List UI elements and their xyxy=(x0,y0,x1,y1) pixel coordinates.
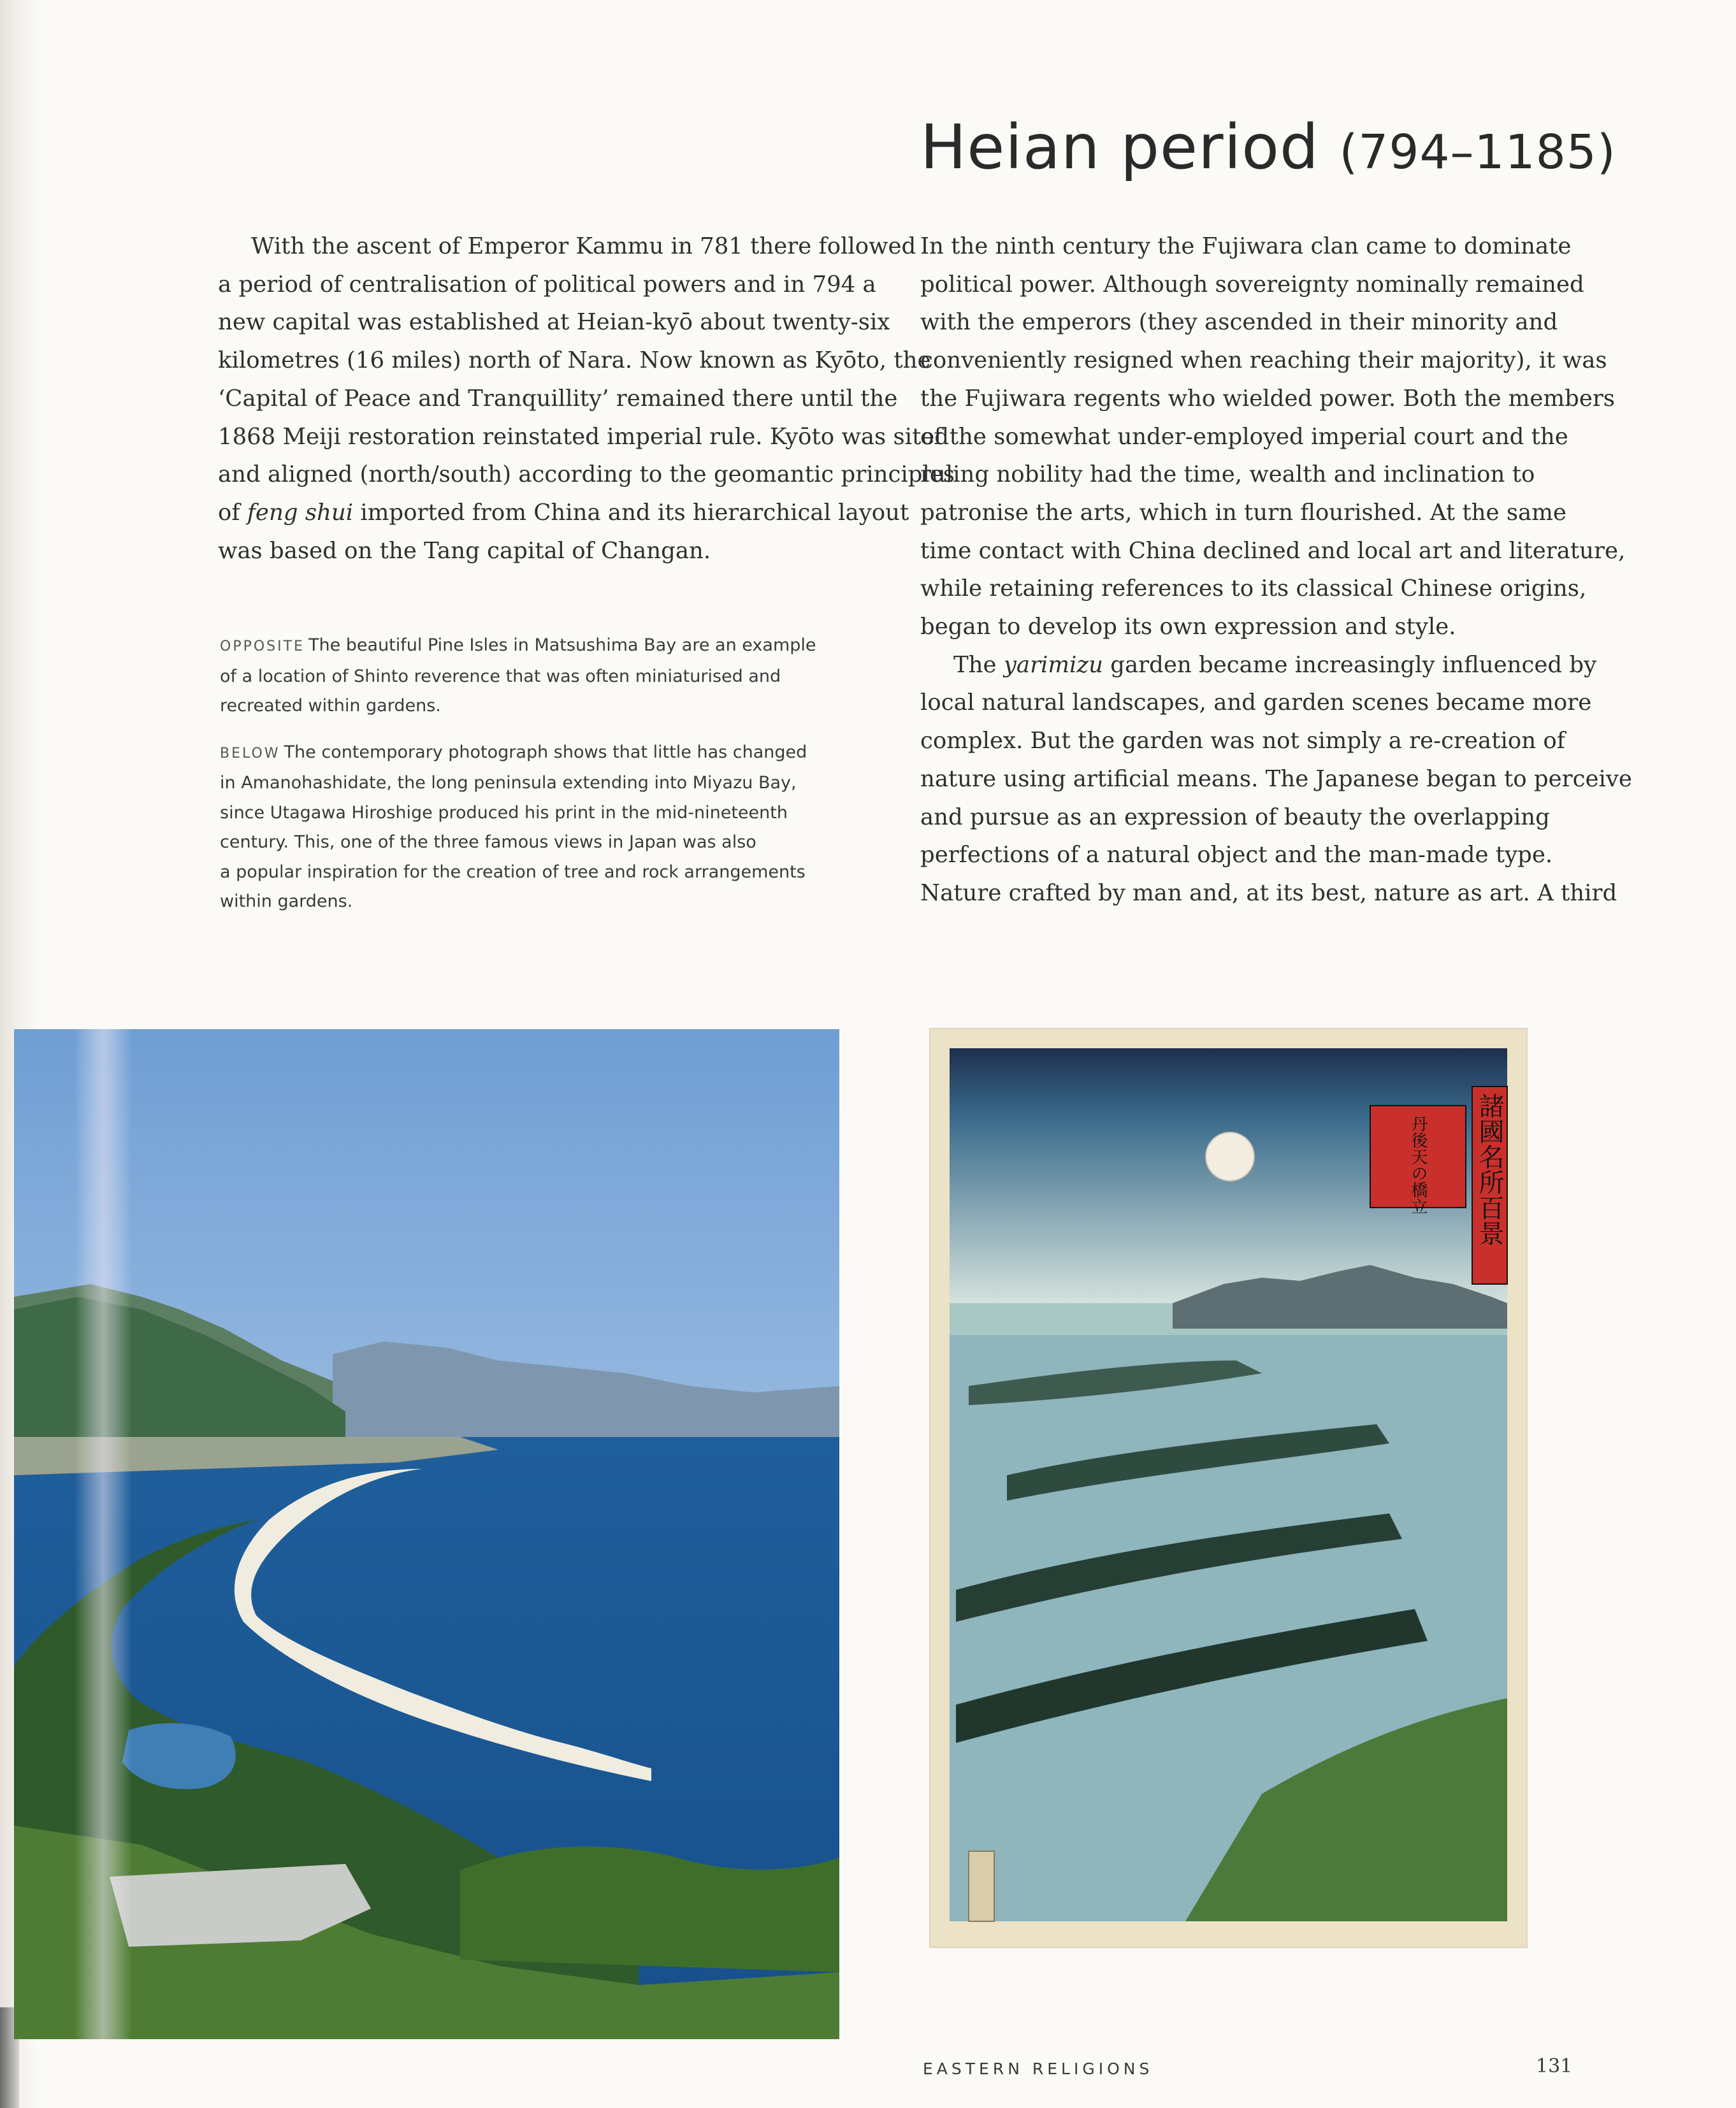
title-years: (794–1185) xyxy=(1339,125,1616,180)
body-italic-term: yarimizu xyxy=(1003,651,1103,678)
title-text: Heian period xyxy=(920,112,1319,183)
caption-line: within gardens. xyxy=(220,892,353,911)
amanohashidate-photo xyxy=(14,1029,839,2039)
caption-line: of a location of Shinto reverence that was often miniaturised and xyxy=(220,666,781,686)
hiroshige-print xyxy=(930,1029,1526,1947)
caption-line: century. This, one of the three famous views in Japan was also xyxy=(220,832,756,852)
caption-below xyxy=(220,738,844,917)
body-line: began to develop its own expression and style. xyxy=(920,614,1456,640)
body-line xyxy=(920,646,1597,684)
body-line: In the ninth century the Fujiwara clan came to dominate xyxy=(920,233,1572,259)
caption-line: The beautiful Pine Isles in Matsushima Bay are an example xyxy=(308,635,816,655)
body-line: was based on the Tang capital of Changan. xyxy=(218,537,711,564)
body-line: With the ascent of Emperor Kammu in 781 there followed xyxy=(251,233,916,259)
body-line: conveniently resigned when reaching their majority), it was xyxy=(920,347,1607,374)
body-line: of the somewhat under-employed imperial court and the xyxy=(920,423,1568,450)
body-line: the Fujiwara regents who wielded power. Both the members xyxy=(920,385,1616,412)
body-line: 1868 Meiji restoration reinstated imperial rule. Kyōto was sited xyxy=(218,423,950,450)
caption-label: OPPOSITE xyxy=(220,639,305,654)
caption-line: since Utagawa Hiroshige produced his print in the mid-nineteenth xyxy=(220,802,788,823)
body-line: with the emperors (they ascended in their minority and xyxy=(920,309,1558,336)
photo-illustration xyxy=(14,1029,839,2039)
body-line: while retaining references to its classical Chinese origins, xyxy=(920,575,1587,602)
body-line-prefix: The xyxy=(953,651,1004,678)
body-line: perfections of a natural object and the man-made type. xyxy=(920,842,1553,869)
left-column-text xyxy=(218,227,955,570)
captions xyxy=(220,631,844,934)
right-column-text xyxy=(920,227,1632,913)
caption-line: recreated within gardens. xyxy=(220,696,441,716)
body-line-suffix: imported from China and its hierarchical layout xyxy=(353,499,909,526)
body-line: ‘Capital of Peace and Tranquillity’ remained there until the xyxy=(218,385,898,412)
page-title xyxy=(920,112,1653,183)
body-line: time contact with China declined and local art and literature, xyxy=(920,537,1626,564)
body-line: complex. But the garden was not simply a re-creation of xyxy=(920,728,1565,754)
print-title-cartouche: 諸國名所百景 xyxy=(1475,1093,1504,1246)
body-line: new capital was established at Heian-kyō about twenty-six xyxy=(218,309,890,336)
caption-line: The contemporary photograph shows that little has changed xyxy=(284,742,807,762)
body-line xyxy=(218,494,909,532)
caption-opposite xyxy=(220,631,844,721)
print-illustration xyxy=(930,1029,1526,1947)
body-line: Nature crafted by man and, at its best, nature as art. A third xyxy=(920,879,1617,906)
body-line: local natural landscapes, and garden scenes became more xyxy=(920,689,1592,716)
body-italic-term: feng shui xyxy=(247,499,354,526)
body-line: patronise the arts, which in turn flourished. At the same xyxy=(920,499,1566,526)
print-subtitle-cartouche: 丹後天の橋立 xyxy=(1408,1115,1428,1215)
body-line: kilometres (16 miles) north of Nara. Now known as Kyōto, the xyxy=(218,347,931,374)
body-line: and pursue as an expression of beauty the overlapping xyxy=(920,804,1550,830)
body-line: ruling nobility had the time, wealth and inclination to xyxy=(920,461,1535,488)
page-number: 131 xyxy=(1536,2055,1573,2077)
caption-label: BELOW xyxy=(220,745,280,762)
body-line: and aligned (north/south) according to the geomantic principles xyxy=(218,461,955,488)
body-line: a period of centralisation of political powers and in 794 a xyxy=(218,271,876,298)
caption-line: a popular inspiration for the creation of tree and rock arrangements xyxy=(220,862,806,882)
body-line: nature using artificial means. The Japanese began to perceive xyxy=(920,765,1632,792)
body-line-prefix: of xyxy=(218,499,247,526)
footer-section-title: EASTERN RELIGIONS xyxy=(923,2060,1154,2078)
caption-line: in Amanohashidate, the long peninsula extending into Miyazu Bay, xyxy=(220,773,797,793)
body-line-suffix: garden became increasingly influenced by xyxy=(1110,651,1597,678)
body-line: political power. Although sovereignty nominally remained xyxy=(920,271,1584,298)
